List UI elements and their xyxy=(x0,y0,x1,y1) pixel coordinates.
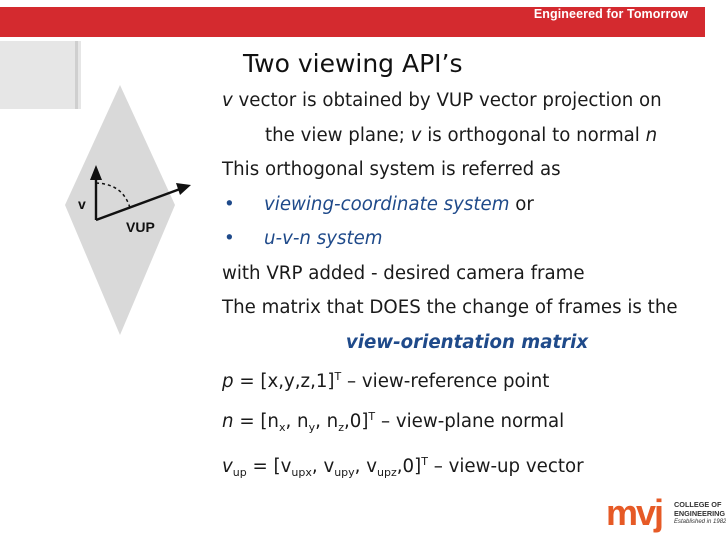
body-line: The matrix that DOES the change of frames is the xyxy=(222,297,678,318)
vup-arrowhead xyxy=(176,183,191,195)
formula-desc: – view-plane normal xyxy=(375,410,565,432)
formula-text: , v xyxy=(311,456,335,477)
logo-line: COLLEGE OF xyxy=(674,500,722,509)
formula-p xyxy=(222,360,712,400)
var-n: n xyxy=(645,124,658,146)
body-line: This orthogonal system is referred as xyxy=(222,159,561,180)
logo-line: Established in 1982 xyxy=(674,519,726,525)
formula-text: , v xyxy=(354,456,377,477)
line-text: is orthogonal to normal xyxy=(421,124,646,146)
var-n: n xyxy=(222,410,234,432)
formula-text: = [n xyxy=(233,410,279,432)
line-text: or xyxy=(509,193,534,215)
var-v: v xyxy=(222,456,233,477)
bullet-glyph: • xyxy=(224,193,235,215)
body-line xyxy=(222,326,712,361)
formula-text: , n xyxy=(315,410,339,432)
bullet-text: viewing-coordinate system xyxy=(264,193,510,215)
superscript: T xyxy=(368,409,376,423)
body-line: with VRP added - desired camera frame xyxy=(222,262,585,284)
subscript: y xyxy=(308,420,316,434)
subscript: x xyxy=(278,420,286,434)
var-v: v xyxy=(410,124,422,146)
label-vup: VUP xyxy=(126,219,155,235)
logo-line: ENGINEERING xyxy=(674,509,726,518)
subscript: upx xyxy=(291,466,312,479)
var-p: p xyxy=(222,371,234,392)
formula-desc: – view-up vector xyxy=(427,456,584,477)
slide-body xyxy=(222,84,712,491)
superscript: T xyxy=(334,370,342,383)
formula-text: ,0] xyxy=(396,456,422,477)
formula-desc: – view-reference point xyxy=(341,371,550,392)
label-v: v xyxy=(78,196,86,212)
var-v: v xyxy=(222,90,233,111)
subscript: z xyxy=(338,420,344,434)
logo-text xyxy=(674,500,726,527)
line-text: vector is obtained by VUP vector projection on xyxy=(232,90,662,111)
slide-title: Two viewing API’s xyxy=(243,49,463,78)
subscript: up xyxy=(232,466,247,479)
formula-text: ,0] xyxy=(343,410,369,432)
logo-mark: mvj xyxy=(606,492,663,533)
formula-text: = [x,y,z,1] xyxy=(233,371,335,392)
bullet-item xyxy=(222,222,712,257)
bullet-glyph: • xyxy=(224,228,235,249)
formula-vup xyxy=(222,445,712,491)
view-plane-diagram xyxy=(45,80,195,340)
subscript: upz xyxy=(377,466,397,479)
formula-n xyxy=(222,400,712,446)
formula-text: = [v xyxy=(246,456,292,477)
superscript: T xyxy=(421,455,428,468)
line-text: the view plane; xyxy=(265,124,411,146)
body-line xyxy=(222,119,712,154)
emphasis-term: view-orientation matrix xyxy=(345,331,589,353)
bullet-text: u-v-n system xyxy=(264,228,383,249)
bullet-item xyxy=(222,188,712,223)
header-tagline: Engineered for Tomorrow xyxy=(533,7,688,21)
formula-text: , n xyxy=(285,410,309,432)
body-line xyxy=(222,84,712,119)
subscript: upy xyxy=(334,466,355,479)
